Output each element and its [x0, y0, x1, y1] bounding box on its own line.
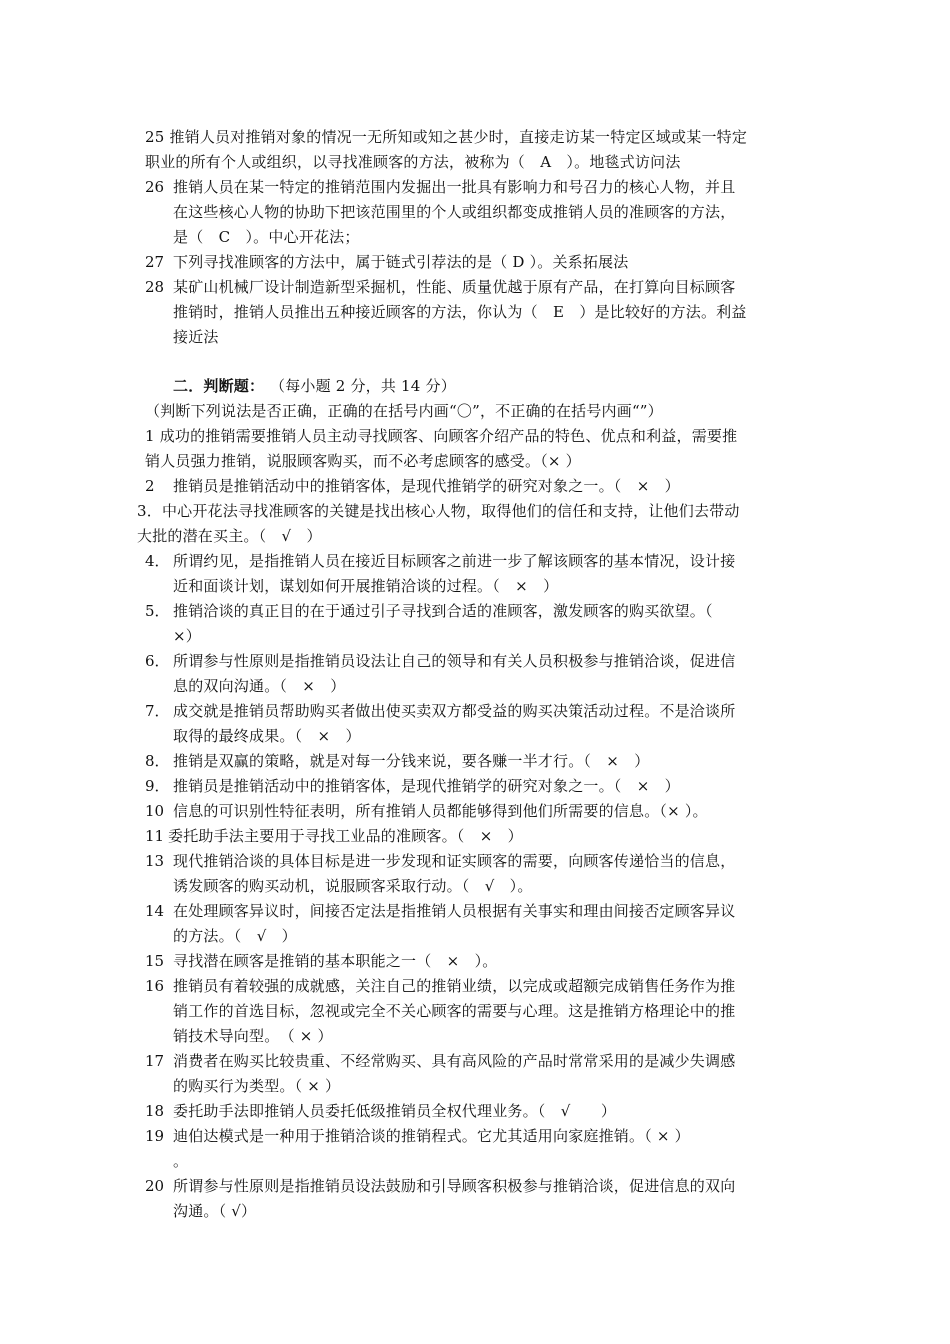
question-25-line-2: 职业的所有个人或组织，以寻找准顾客的方法，被称为（ A ）。地毯式访问法 [145, 153, 681, 171]
judge-17-line-1: 消费者在购买比较贵重、不经常购买、具有高风险的产品时常常采用的是减少失调感 [173, 1052, 736, 1070]
judge-14-line-1: 在处理顾客异议时，间接否定法是指推销人员根据有关事实和理由间接否定顾客异议 [173, 902, 736, 920]
judge-6-line-1: 所谓参与性原则是指推销员设法让自己的领导和有关人员积极参与推销洽谈，促进信 [173, 652, 736, 670]
judge-4-line-2: 近和面谈计划，谋划如何开展推销洽谈的过程。（ × ） [173, 577, 559, 595]
judge-6-number: 6． [145, 652, 170, 670]
section-subtitle: （每小题 2 分，共 14 分） [270, 377, 456, 395]
judge-8-line-1: 推销是双赢的策略，就是对每一分钱来说，要各赚一半才行。（ × ） [173, 752, 650, 770]
judge-14-number: 14 [145, 902, 165, 920]
question-27-line-1: 下列寻找准顾客的方法中，属于链式引荐法的是（ D ）。关系拓展法 [173, 253, 629, 271]
judge-16-line-2: 销工作的首选目标，忽视或完全不关心顾客的需要与心理。这是推销方格理论中的推 [173, 1002, 736, 1020]
judge-4-line-1: 所谓约见，是指推销人员在接近目标顾客之前进一步了解该顾客的基本情况，设计接 [173, 552, 736, 570]
judge-16-number: 16 [145, 977, 165, 995]
judge-15-line-1: 寻找潜在顾客是推销的基本职能之一（ × ）。 [173, 952, 498, 970]
judge-4-number: 4． [145, 552, 170, 570]
judge-2-number: 2 [145, 477, 155, 495]
judge-13-line-1: 现代推销洽谈的具体目标是进一步发现和证实顾客的需要，向顾客传递恰当的信息， [173, 852, 736, 870]
judge-9-number: 9． [145, 777, 170, 795]
question-25-line-1: 25 推销人员对推销对象的情况一无所知或知之甚少时，直接走访某一特定区域或某一特定 [145, 128, 748, 146]
judge-7-line-2: 取得的最终成果。（ × ） [173, 727, 361, 745]
judge-18-line-1: 委托助手法即推销人员委托低级推销员全权代理业务。（ √ ） [173, 1102, 617, 1120]
judge-11-number: 11 [145, 827, 165, 845]
judge-11-line-1: 委托助手法主要用于寻找工业品的准顾客。（ × ） [168, 827, 523, 845]
judge-19-number: 19 [145, 1127, 165, 1145]
judge-20-number: 20 [145, 1177, 165, 1195]
judge-3-line-1: 3．中心开花法寻找准顾客的关键是找出核心人物，取得他们的信任和支持，让他们去带动 [137, 502, 740, 520]
judge-17-line-2: 的购买行为类型。（ × ） [173, 1077, 341, 1095]
question-26-line-1: 推销人员在某一特定的推销范围内发掘出一批具有影响力和号召力的核心人物，并且 [173, 178, 736, 196]
judge-20-line-1: 所谓参与性原则是指推销员设法鼓励和引导顾客积极参与推销洽谈，促进信息的双向 [173, 1177, 736, 1195]
judge-19-line-2: 。 [173, 1152, 189, 1170]
judge-13-number: 13 [145, 852, 165, 870]
judge-3-line-2: 大批的潜在买主。（ √ ） [137, 527, 322, 545]
judge-5-number: 5． [145, 602, 170, 620]
judge-13-line-2: 诱发顾客的购买动机，说服顾客采取行动。（ √ ）。 [173, 877, 533, 895]
judge-14-line-2: 的方法。（ √ ） [173, 927, 297, 945]
judge-2-line-1: 推销员是推销活动中的推销客体，是现代推销学的研究对象之一。（ × ） [173, 477, 680, 495]
question-26-line-3: 是（ C ）。中心开花法； [173, 228, 360, 246]
judge-16-line-1: 推销员有着较强的成就感，关注自己的推销业绩，以完成或超额完成销售任务作为推 [173, 977, 736, 995]
question-28-number: 28 [145, 278, 165, 296]
judge-5-line-1: 推销洽谈的真正目的在于通过引子寻找到合适的准顾客，激发顾客的购买欲望。（ [173, 602, 713, 620]
question-27-number: 27 [145, 253, 165, 271]
judge-10-number: 10 [145, 802, 165, 820]
judge-1-line-2: 销人员强力推销，说服顾客购买，而不必考虑顾客的感受。（× ） [145, 452, 581, 470]
question-26-number: 26 [145, 178, 165, 196]
judge-10-line-1: 信息的可识别性特征表明，所有推销人员都能够得到他们所需要的信息。（× ）。 [173, 802, 708, 820]
judge-1-line-1: 1 成功的推销需要推销人员主动寻找顾客、向顾客介绍产品的特色、优点和利益，需要推 [145, 427, 738, 445]
judge-18-number: 18 [145, 1102, 165, 1120]
question-28-line-1: 某矿山机械厂设计制造新型采掘机，性能、质量优越于原有产品，在打算向目标顾客 [173, 278, 736, 296]
section-instruction: （判断下列说法是否正确，正确的在括号内画“〇”，不正确的在括号内画“”） [145, 402, 663, 420]
judge-8-number: 8． [145, 752, 170, 770]
judge-7-line-1: 成交就是推销员帮助购买者做出使买卖双方都受益的购买决策活动过程。不是洽谈所 [173, 702, 736, 720]
judge-7-number: 7． [145, 702, 170, 720]
judge-15-number: 15 [145, 952, 165, 970]
judge-19-line-1: 迪伯达模式是一种用于推销洽谈的推销程式。它尤其适用向家庭推销。（ × ） [173, 1127, 690, 1145]
section-title: 二．判断题： [173, 377, 265, 395]
judge-20-line-2: 沟通。（ √） [173, 1202, 257, 1220]
judge-9-line-1: 推销员是推销活动中的推销客体，是现代推销学的研究对象之一。（ × ） [173, 777, 680, 795]
judge-16-line-3: 销技术导向型。 （ × ） [173, 1027, 333, 1045]
judge-6-line-2: 息的双向沟通。（ × ） [173, 677, 346, 695]
judge-17-number: 17 [145, 1052, 165, 1070]
question-28-line-2: 推销时，推销人员推出五种接近顾客的方法，你认为（ E ）是比较好的方法。利益 [173, 303, 747, 321]
question-28-line-3: 接近法 [173, 328, 219, 346]
question-26-line-2: 在这些核心人物的协助下把该范围里的个人或组织都变成推销人员的准顾客的方法， [173, 203, 736, 221]
judge-5-line-2: ×） [173, 627, 201, 645]
